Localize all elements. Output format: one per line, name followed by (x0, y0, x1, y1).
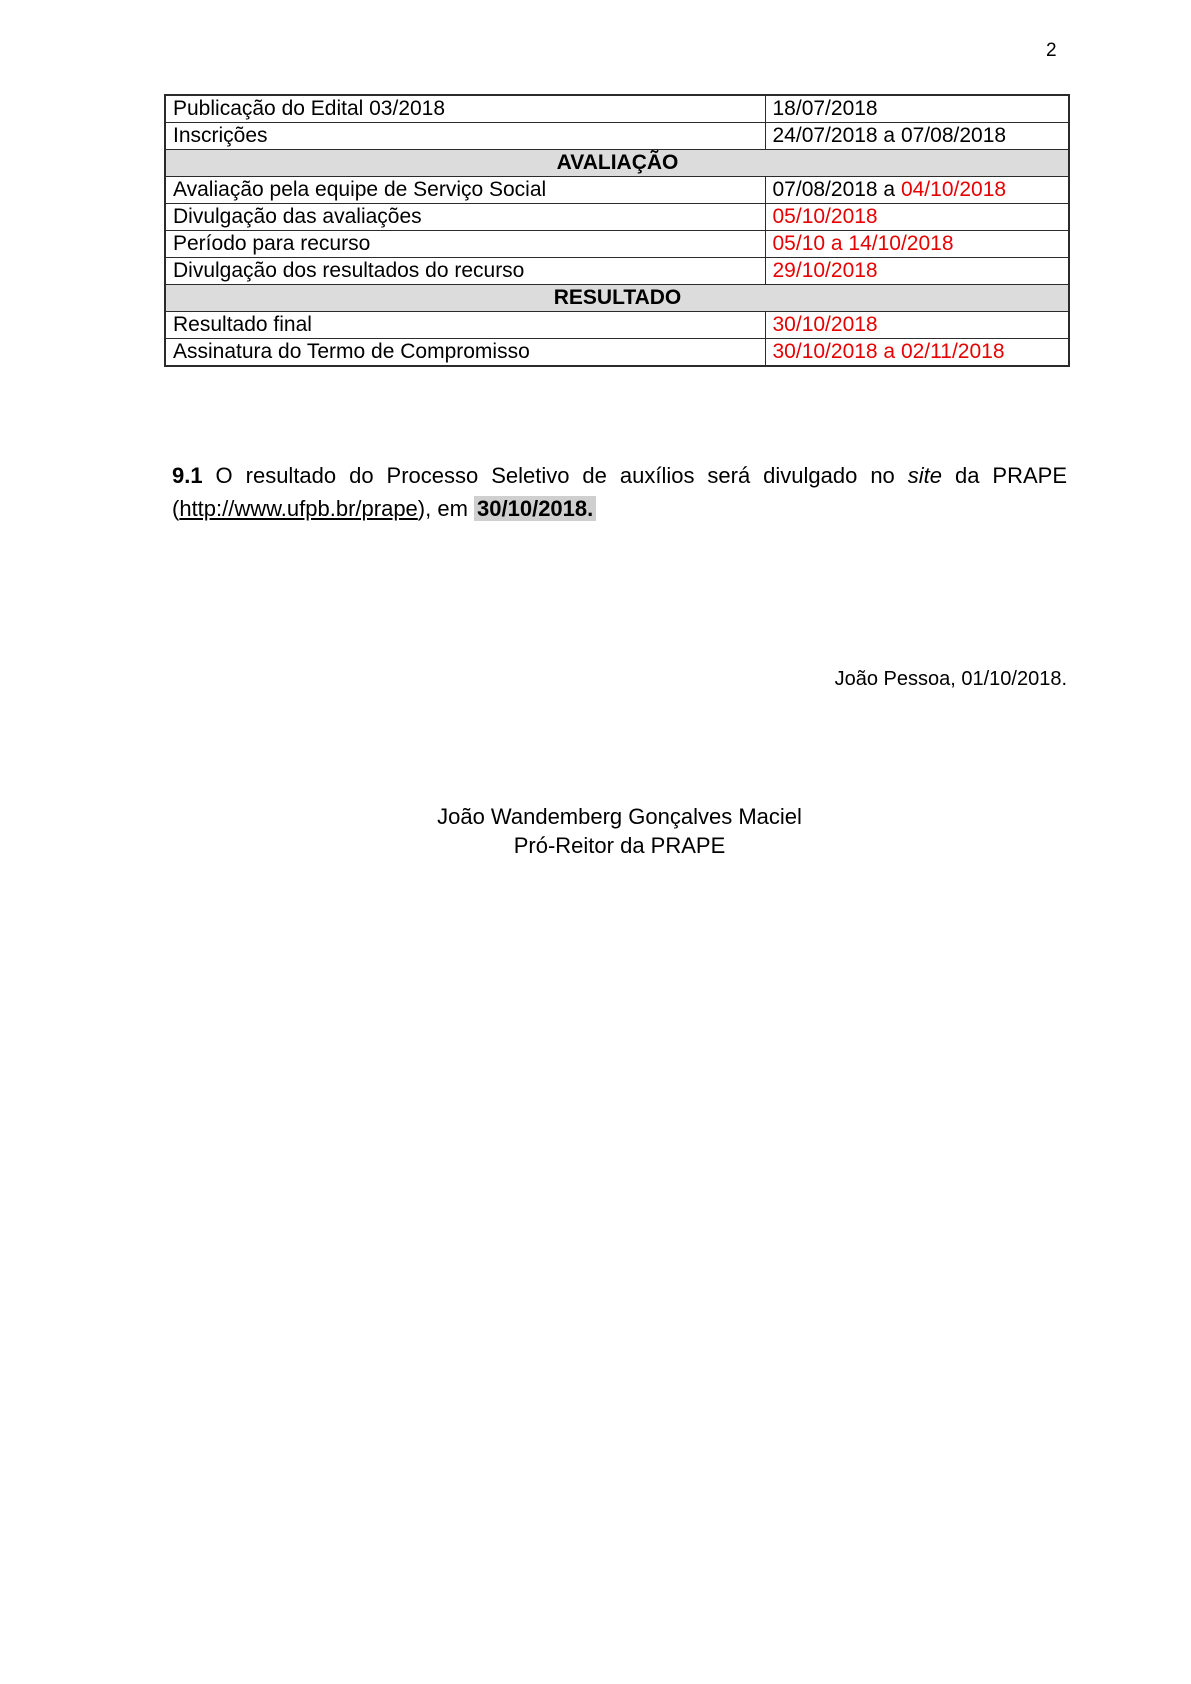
date-text: 30/10/2018 (772, 313, 878, 336)
event-label: Divulgação dos resultados do recurso (165, 258, 765, 285)
section-header: RESULTADO (165, 285, 1069, 312)
dateline: João Pessoa, 01/10/2018. (834, 668, 1067, 690)
event-date (765, 258, 1069, 285)
signatory-name: João Wandemberg Gonçalves Maciel (437, 804, 802, 829)
italic-word-site: site (907, 463, 943, 488)
event-label: Inscrições (165, 123, 765, 150)
schedule-table-body (165, 95, 1069, 366)
date-text: 24/07/2018 a 07/08/2018 (772, 124, 1007, 147)
paragraph-text-after-link: ), em (417, 496, 475, 521)
event-label: Divulgação das avaliações (165, 204, 765, 231)
event-label: Avaliação pela equipe de Serviço Social (165, 177, 765, 204)
signatory-title: Pró-Reitor da PRAPE (513, 833, 726, 858)
date-text: 30/10/2018 a 02/11/2018 (772, 340, 1005, 363)
table-row (165, 339, 1069, 367)
table-row (165, 258, 1069, 285)
event-label: Publicação do Edital 03/2018 (165, 95, 765, 123)
paragraph-9-1 (172, 459, 1067, 525)
event-date (765, 123, 1069, 150)
schedule-table (164, 94, 1070, 367)
paragraph-line-2 (172, 492, 1067, 525)
clause-number: 9.1 (172, 463, 203, 488)
table-row (165, 95, 1069, 123)
table-row (165, 204, 1069, 231)
table-row (165, 123, 1069, 150)
event-date (765, 312, 1069, 339)
page-number: 2 (1046, 40, 1057, 61)
event-label: Período para recurso (165, 231, 765, 258)
event-label: Assinatura do Termo de Compromisso (165, 339, 765, 367)
date-text: 29/10/2018 (772, 259, 878, 282)
table-section-row (165, 285, 1069, 312)
date-text: 18/07/2018 (772, 97, 878, 120)
event-date (765, 231, 1069, 258)
event-date (765, 339, 1069, 367)
paragraph-line-1 (172, 459, 1067, 492)
event-date (765, 95, 1069, 123)
date-text: 05/10 a 14/10/2018 (772, 232, 954, 255)
event-date (765, 204, 1069, 231)
table-row (165, 312, 1069, 339)
date-text: 07/08/2018 a (772, 178, 901, 201)
date-text: 05/10/2018 (772, 205, 878, 228)
paragraph-text-tail: da PRAPE (942, 463, 1067, 488)
highlighted-date: 30/10/2018. (474, 496, 596, 521)
prape-url-link[interactable]: http://www.ufpb.br/prape (179, 496, 418, 521)
table-row (165, 231, 1069, 258)
event-date (765, 177, 1069, 204)
event-label: Resultado final (165, 312, 765, 339)
signature-block (172, 802, 1067, 860)
table-section-row (165, 150, 1069, 177)
paragraph-text: O resultado do Processo Seletivo de auxílios será divulgado no (202, 463, 908, 488)
open-paren: ( (172, 496, 180, 521)
section-header: AVALIAÇÃO (165, 150, 1069, 177)
date-text: 04/10/2018 (900, 178, 1007, 201)
table-row (165, 177, 1069, 204)
